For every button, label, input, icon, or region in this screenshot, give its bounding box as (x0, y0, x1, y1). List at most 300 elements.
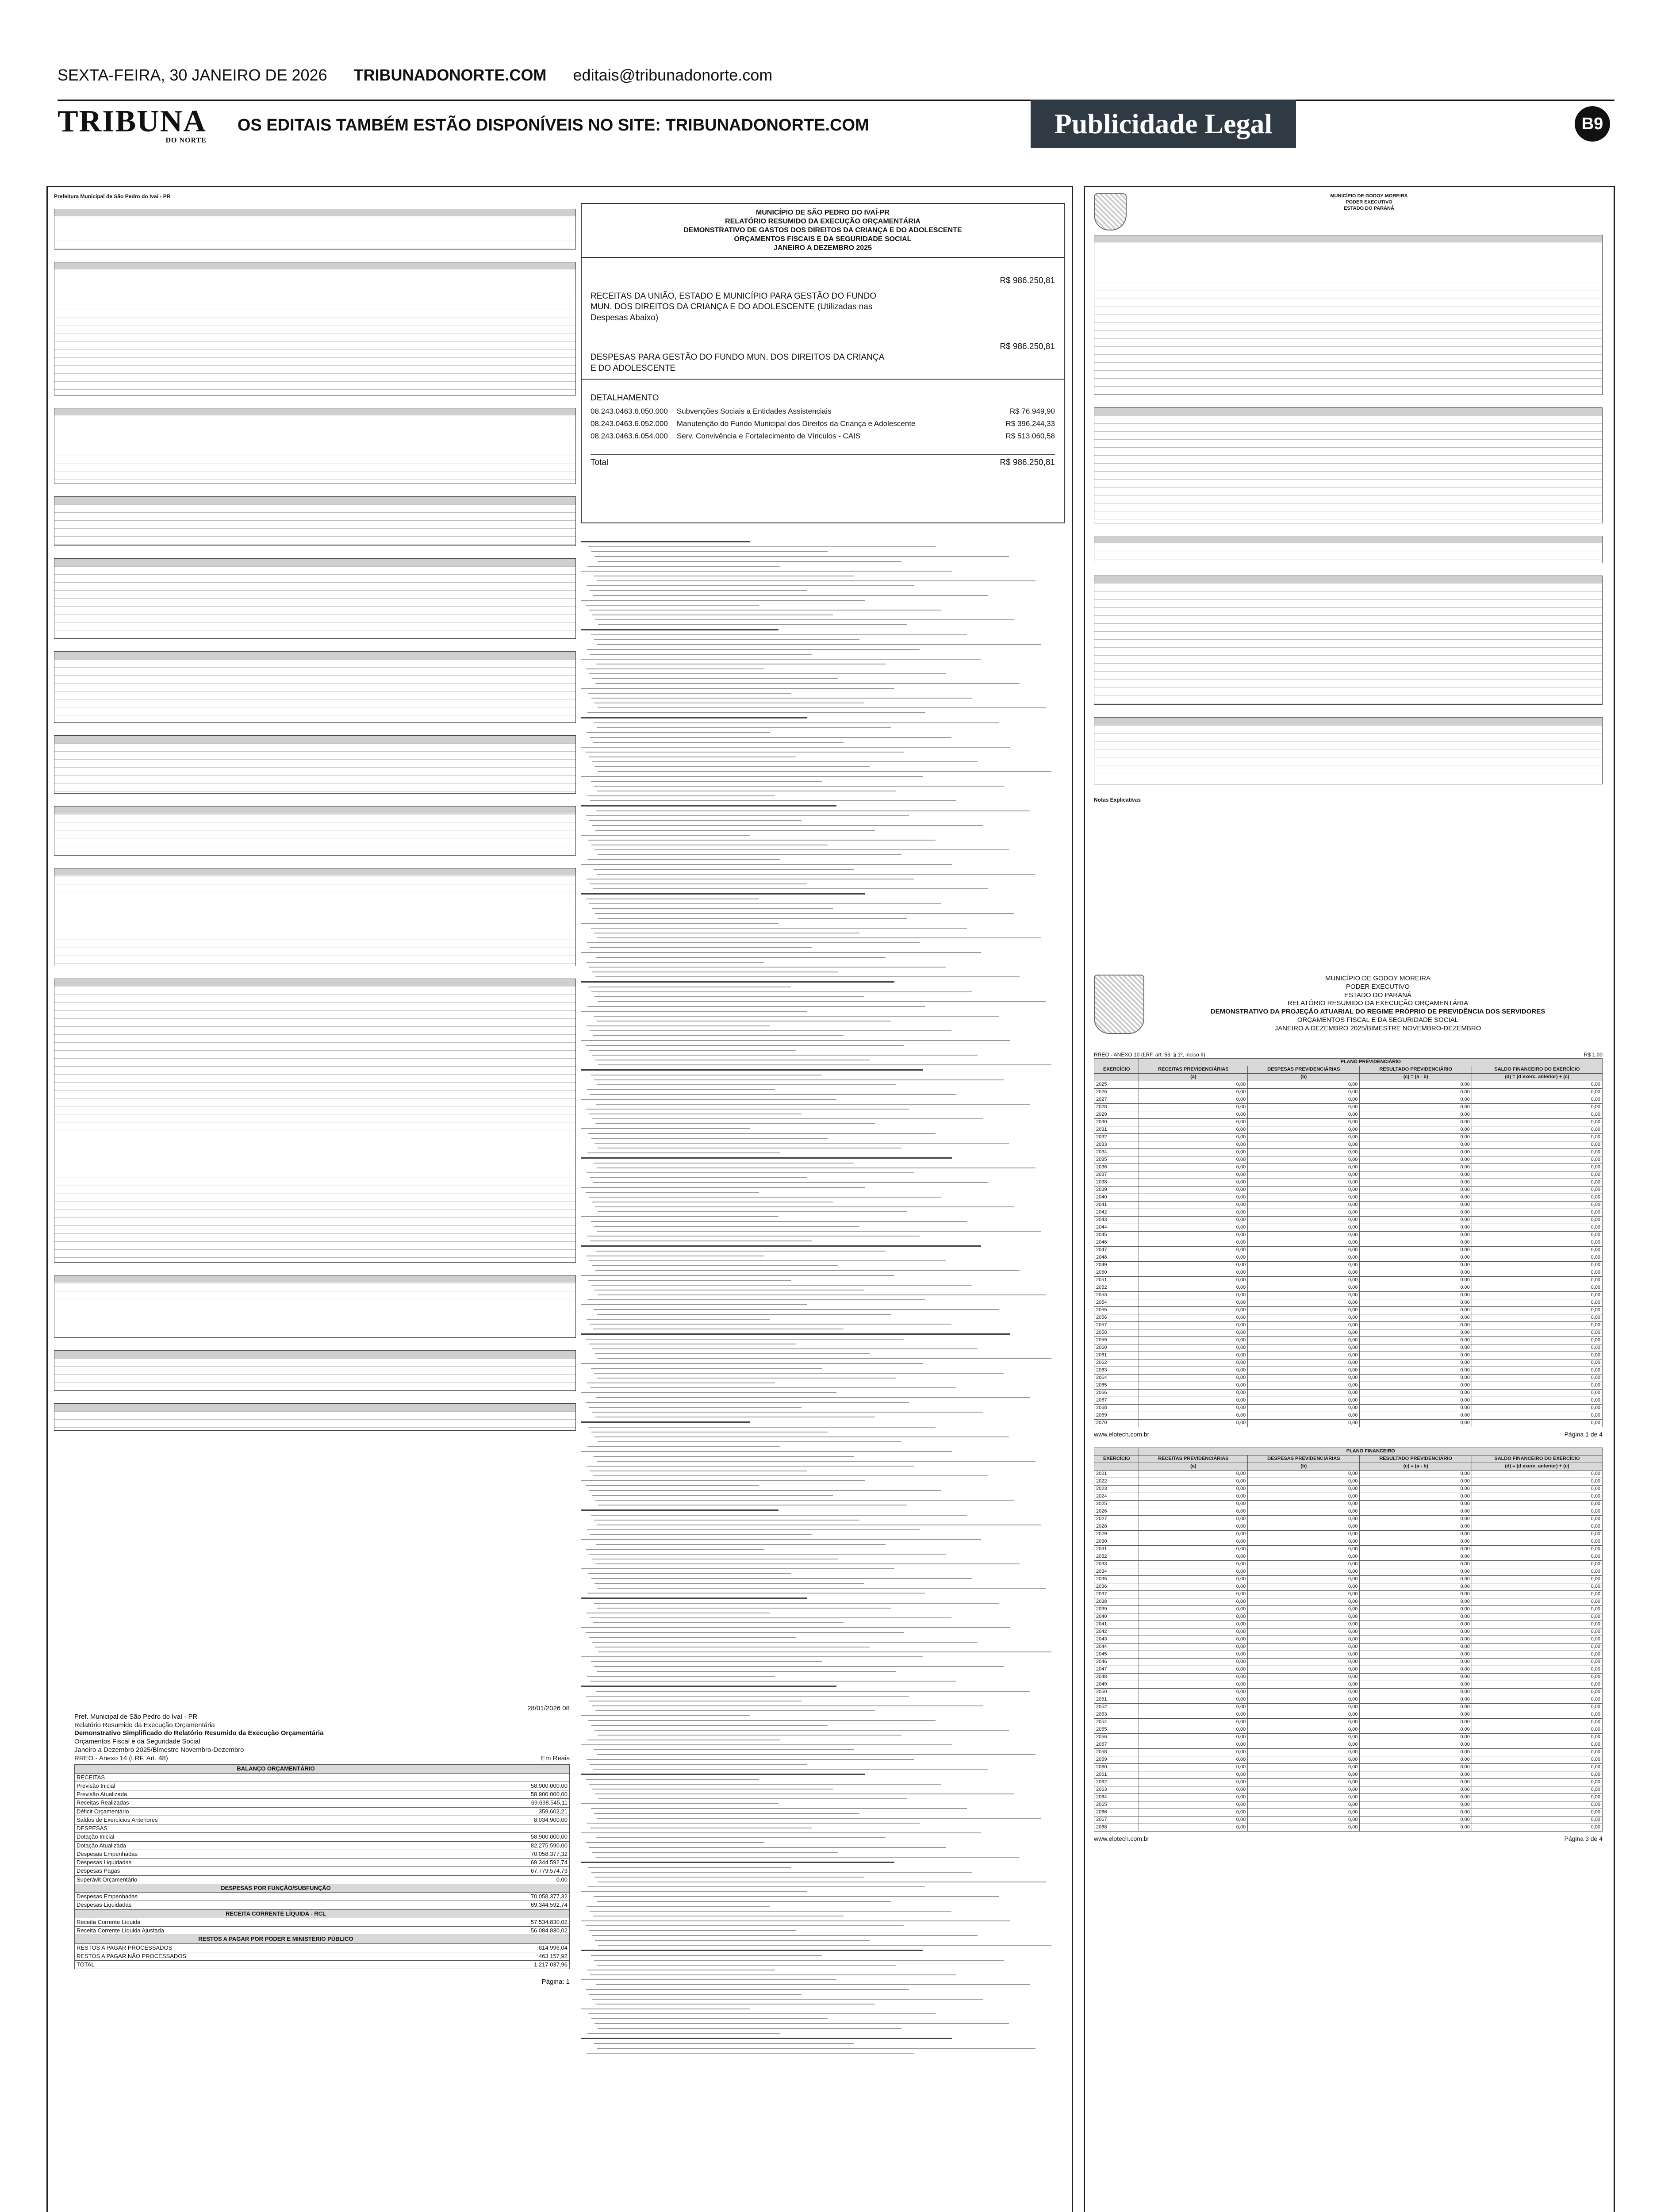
table-row (1094, 1478, 1603, 1485)
listing-line (596, 1544, 886, 1545)
amount-cell: 0,00 (1472, 1748, 1602, 1756)
listing-line (594, 639, 859, 640)
listing-line (590, 1764, 807, 1765)
amount-cell: 0,00 (1472, 1673, 1602, 1681)
amount-cell: 0,00 (1360, 1307, 1472, 1314)
amount-cell: 0,00 (1360, 1575, 1472, 1583)
section-title: Publicidade Legal (1031, 100, 1296, 148)
detalhamento-desc: Manutenção do Fundo Municipal dos Direitos da Criança e Adolescente (676, 419, 916, 428)
detalhamento-desc: Subvenções Sociais a Entidades Assistenciais (676, 407, 832, 415)
amount-cell: 0,00 (1248, 1771, 1360, 1778)
table-row (1094, 1756, 1603, 1763)
listing-line (587, 566, 780, 567)
amount-cell: 0,00 (1139, 1809, 1248, 1816)
amount-cell: 0,00 (1360, 1478, 1472, 1485)
listing-line (581, 923, 778, 924)
listing-line (597, 1754, 1035, 1755)
amount-cell: 0,00 (1248, 1816, 1360, 1824)
amount-cell: 0,00 (1360, 1141, 1472, 1149)
amount-cell: 0,00 (1248, 1375, 1360, 1382)
listing-line (587, 1152, 780, 1153)
table-row (1094, 1119, 1603, 1126)
listing-line (587, 1676, 775, 1677)
table-row (1094, 1307, 1603, 1314)
table-block (54, 209, 576, 250)
table-row (1094, 1718, 1603, 1726)
amount-cell: 0,00 (1139, 1277, 1248, 1284)
amount-cell: 0,00 (1139, 1681, 1248, 1688)
exercise-year: 2064 (1094, 1375, 1139, 1382)
listing-line (593, 1622, 844, 1623)
amount-cell: 0,00 (1472, 1232, 1602, 1239)
table-block (1094, 536, 1603, 563)
amount-cell: 0,00 (1360, 1187, 1472, 1194)
amount-cell: 0,00 (1472, 1545, 1602, 1553)
exercise-year: 2057 (1094, 1741, 1139, 1748)
listing-line (581, 1891, 807, 1892)
amount-cell: 0,00 (1139, 1500, 1248, 1508)
amount-cell: 0,00 (1139, 1673, 1248, 1681)
amount-cell: 0,00 (1139, 1081, 1248, 1089)
exercise-year: 2037 (1094, 1171, 1139, 1179)
amount-cell: 0,00 (1360, 1254, 1472, 1262)
listing-line (597, 644, 1041, 645)
listing-line (594, 1143, 1009, 1144)
table-row (1094, 1269, 1603, 1277)
exercise-year: 2050 (1094, 1269, 1139, 1277)
listing-line (590, 1681, 956, 1682)
amount-cell: 0,00 (1139, 1553, 1248, 1560)
listing-line (594, 1226, 859, 1227)
column-header: RECEITAS PREVIDENCIÁRIAS (1139, 1066, 1248, 1074)
amount-cell: 0,00 (1360, 1568, 1472, 1575)
amount-cell: 0,00 (1360, 1560, 1472, 1568)
table-row (1094, 1375, 1603, 1382)
listing-line (581, 1744, 952, 1745)
row-label: Dotação Atualizada (75, 1841, 477, 1850)
amount-cell: 0,00 (1360, 1232, 1472, 1239)
listing-line (591, 1661, 822, 1662)
amount-cell: 0,00 (1360, 1156, 1472, 1164)
listing-line (594, 1163, 854, 1164)
amount-cell: 0,00 (1139, 1478, 1248, 1485)
exercise-year: 2046 (1094, 1239, 1139, 1247)
table-row (1094, 1748, 1603, 1756)
listing-line (581, 1803, 778, 1804)
listing-line (598, 1798, 907, 1799)
amount-cell: 0,00 (1472, 1816, 1602, 1824)
amount-cell: 0,00 (1360, 1284, 1472, 1292)
amount-cell: 0,00 (1472, 1096, 1602, 1104)
amount-cell: 0,00 (1139, 1560, 1248, 1568)
listing-line (581, 1656, 923, 1657)
amount-cell: 0,00 (1248, 1405, 1360, 1412)
amount-cell: 0,00 (1248, 1778, 1360, 1786)
exercise-year: 2022 (1094, 1478, 1139, 1485)
site-link[interactable]: TRIBUNADONORTE.COM (353, 66, 547, 84)
amount-cell: 0,00 (1139, 1696, 1248, 1703)
listing-line (581, 1920, 1010, 1921)
edition-date: SEXTA-FEIRA, 30 JANEIRO DE 2026 (58, 66, 327, 84)
table-row (1094, 1605, 1603, 1613)
row-value: 69.344.592,74 (477, 1901, 570, 1909)
listing-line (594, 1877, 864, 1878)
municipal-crest-icon (1094, 975, 1144, 1034)
listing-line (587, 1823, 920, 1824)
table-row (1094, 1337, 1603, 1344)
amount-cell: 0,00 (1248, 1568, 1360, 1575)
amount-cell: 0,00 (1139, 1232, 1248, 1239)
amount-cell: 0,00 (1360, 1209, 1472, 1217)
amount-cell: 0,00 (1472, 1741, 1602, 1748)
listing-line (581, 541, 750, 542)
amount-cell: 0,00 (1360, 1801, 1472, 1809)
listing-line (593, 1475, 988, 1476)
detalhamento-value: R$ 76.949,90 (1009, 407, 1055, 415)
listing-line (587, 1236, 920, 1237)
table-row (1094, 1254, 1603, 1262)
table-row (1094, 1420, 1603, 1427)
exercise-year: 2031 (1094, 1545, 1139, 1553)
amount-cell: 0,00 (1360, 1405, 1472, 1412)
amount-cell: 0,00 (1360, 1096, 1472, 1104)
table-row (1094, 1681, 1603, 1688)
exercise-year: 2062 (1094, 1359, 1139, 1367)
amount-cell: 0,00 (1139, 1382, 1248, 1390)
row-value: 57.534.830,02 (477, 1918, 570, 1926)
amount-cell: 0,00 (1472, 1786, 1602, 1793)
exercise-year: 2047 (1094, 1666, 1139, 1673)
newspaper-logo: TRIBUNA DO NORTE (58, 104, 207, 144)
amount-cell: 0,00 (1472, 1149, 1602, 1156)
listing-line (595, 1857, 1020, 1858)
amount-cell: 0,00 (1472, 1254, 1602, 1262)
amount-cell: 0,00 (1360, 1299, 1472, 1307)
row-value: 69.344.592,74 (477, 1859, 570, 1867)
amount-cell: 0,00 (1472, 1590, 1602, 1598)
table-row (1094, 1575, 1603, 1583)
table-row (1094, 1636, 1603, 1643)
amount-cell: 0,00 (1248, 1583, 1360, 1590)
amount-cell: 0,00 (1360, 1673, 1472, 1681)
exercise-year: 2034 (1094, 1568, 1139, 1575)
listing-line (581, 776, 923, 777)
amount-cell: 0,00 (1472, 1187, 1602, 1194)
row-value: 56.084.830,02 (477, 1927, 570, 1935)
listing-line (589, 1490, 941, 1491)
table-header (54, 1351, 575, 1358)
amount-cell: 0,00 (1360, 1643, 1472, 1651)
column-header: RECEITAS PREVIDENCIÁRIAS (1139, 1455, 1248, 1463)
listing-line (581, 1686, 836, 1687)
report-ivai-tables (54, 193, 576, 1711)
table-row (1094, 1247, 1603, 1254)
amount-cell: 0,00 (1360, 1756, 1472, 1763)
amount-cell: 0,00 (1360, 1382, 1472, 1390)
amount-cell: 0,00 (1248, 1703, 1360, 1711)
amount-cell: 0,00 (1139, 1397, 1248, 1405)
amount-cell: 0,00 (1139, 1801, 1248, 1809)
listing-line (596, 957, 886, 958)
row-value: 58.900.000,00 (477, 1833, 570, 1841)
listing-line (597, 1901, 891, 1902)
godoy-small-reports: MUNICÍPIO DE GODOY MOREIRA PODER EXECUTIVO ESTADO DO PARANÁ Notas Explicativas (1094, 193, 1603, 963)
listing-line (581, 1598, 807, 1599)
table-row (1094, 1733, 1603, 1741)
table-row (1094, 1809, 1603, 1816)
listing-line (591, 991, 972, 992)
amount-cell: 0,00 (1472, 1538, 1602, 1545)
amount-cell: 0,00 (1472, 1733, 1602, 1741)
detalhamento-row (591, 419, 1055, 429)
amount-cell: 0,00 (1139, 1405, 1248, 1412)
listing-line (595, 619, 1014, 620)
amount-cell: 0,00 (1139, 1375, 1248, 1382)
exercise-year: 2068 (1094, 1824, 1139, 1831)
listing-line (581, 1333, 1010, 1335)
listing-line (598, 771, 1051, 772)
listing-line (581, 1421, 750, 1423)
listing-line (586, 962, 764, 963)
listing-line (581, 1245, 981, 1247)
amount-cell: 0,00 (1248, 1314, 1360, 1322)
amount-cell: 0,00 (1248, 1224, 1360, 1232)
amount-cell: 0,00 (1248, 1553, 1360, 1560)
listing-line (586, 1842, 764, 1843)
listing-line (590, 800, 956, 801)
exercise-year: 2047 (1094, 1247, 1139, 1254)
table-header (54, 806, 575, 814)
table-row (1094, 1793, 1603, 1801)
listing-line (581, 1950, 923, 1951)
amount-cell: 0,00 (1472, 1703, 1602, 1711)
row-value: 69.698.545,11 (477, 1799, 570, 1807)
exercise-year: 2021 (1094, 1470, 1139, 1478)
amount-cell: 0,00 (1139, 1508, 1248, 1515)
amount-cell: 0,00 (1248, 1126, 1360, 1134)
listing-line (581, 1862, 894, 1863)
amount-cell: 0,00 (1248, 1359, 1360, 1367)
amount-cell: 0,00 (1248, 1247, 1360, 1254)
listing-line (591, 1368, 822, 1369)
table-row (1094, 1329, 1603, 1337)
amount-cell: 0,00 (1472, 1756, 1602, 1763)
amount-cell: 0,00 (1472, 1337, 1602, 1344)
table-header (54, 262, 575, 269)
listing-line (597, 1461, 1035, 1462)
amount-cell: 0,00 (1360, 1726, 1472, 1733)
listing-line (581, 688, 894, 689)
eca-detalhamento: DETALHAMENTO 08.243.0463.6.050.000 Subvenções Sociais a Entidades Assistenciais R$ 76.949,90 08.243.0463.6.052.000 Manutenção do Fundo Municipal dos Direitos da Criança e Adolescente R$ 396.244,33 08.243.0463.6.054.000 Serv. Convivência e Fortalecimento de Vínculos - CAIS R$ 513.060,58 Total R$ 986.250,81 (582, 379, 1064, 473)
listing-line (581, 2038, 952, 2039)
amount-cell: 0,00 (1472, 1194, 1602, 1202)
listing-line (592, 1999, 983, 2000)
eca-despesas: R$ 986.250,81 DESPESAS PARA GESTÃO DO FUNDO MUN. DOS DIREITOS DA CRIANÇA E DO ADOLESCENTE (591, 342, 1055, 373)
listing-line (588, 1720, 936, 1721)
table-row (75, 1961, 570, 1969)
table-row (75, 1893, 570, 1901)
amount-cell: 0,00 (1360, 1470, 1472, 1478)
amount-cell: 0,00 (1139, 1666, 1248, 1673)
table-row (1094, 1673, 1603, 1681)
row-value: 8.034.900,00 (477, 1816, 570, 1824)
exercise-year: 2042 (1094, 1628, 1139, 1636)
amount-cell: 0,00 (1360, 1809, 1472, 1816)
amount-cell: 0,00 (1139, 1538, 1248, 1545)
column-header: DESPESAS PREVIDENCIÁRIAS (1248, 1455, 1360, 1463)
listing-line (592, 1265, 838, 1266)
column-code (1094, 1463, 1139, 1470)
amount-cell: 0,00 (1139, 1390, 1248, 1397)
amount-cell: 0,00 (1139, 1523, 1248, 1530)
listing-line (591, 1285, 972, 1286)
amount-cell: 0,00 (1248, 1089, 1360, 1096)
listing-line (595, 1353, 870, 1354)
column-header: SALDO FINANCEIRO DO EXERCÍCIO (1472, 1066, 1602, 1074)
amount-cell: 0,00 (1139, 1420, 1248, 1427)
masthead-brand-row (58, 100, 1614, 150)
amount-cell: 0,00 (1360, 1793, 1472, 1801)
amount-cell: 0,00 (1472, 1636, 1602, 1643)
amount-cell: 0,00 (1248, 1239, 1360, 1247)
amount-cell: 0,00 (1248, 1390, 1360, 1397)
row-label: Déficit Orçamentário (75, 1807, 477, 1816)
listing-line (594, 2023, 1009, 2024)
table-row (1094, 1763, 1603, 1771)
amount-cell: 0,00 (1248, 1673, 1360, 1681)
listing-line (595, 1563, 1020, 1564)
right-column (1084, 186, 1615, 2212)
table-row (1094, 1081, 1603, 1089)
listing-line (589, 903, 941, 904)
amount-cell: 0,00 (1139, 1718, 1248, 1726)
amount-cell: 0,00 (1472, 1771, 1602, 1778)
row-label: RESTOS A PAGAR PROCESSADOS (75, 1943, 477, 1952)
exercise-year: 2037 (1094, 1590, 1139, 1598)
listing-line (581, 893, 865, 895)
listing-line (590, 1911, 951, 1912)
listing-line (598, 1211, 907, 1212)
amount-cell: 0,00 (1472, 1485, 1602, 1493)
amount-cell: 0,00 (1248, 1688, 1360, 1696)
exercise-year: 2039 (1094, 1187, 1139, 1194)
amount-cell: 0,00 (1139, 1209, 1248, 1217)
amount-cell: 0,00 (1139, 1711, 1248, 1718)
table-row (75, 1816, 570, 1824)
listing-line (581, 1216, 778, 1217)
amount-cell: 0,00 (1360, 1733, 1472, 1741)
exercise-year: 2055 (1094, 1726, 1139, 1733)
listing-line (592, 1852, 838, 1853)
listing-line (595, 1500, 1014, 1501)
listing-line (589, 1260, 946, 1261)
table-row (1094, 1262, 1603, 1269)
listing-line (598, 1588, 1046, 1589)
exercise-year: 2035 (1094, 1575, 1139, 1583)
page-number-badge: B9 (1575, 106, 1610, 142)
amount-cell: 0,00 (1248, 1590, 1360, 1598)
column-code: (c) = (a - b) (1360, 1074, 1472, 1081)
amount-cell: 0,00 (1472, 1621, 1602, 1628)
notes-label: Notas Explicativas (1094, 797, 1141, 803)
listing-line (586, 1925, 904, 1926)
amount-cell: 0,00 (1360, 1344, 1472, 1352)
row-label: Despesas Liquidadas (75, 1859, 477, 1867)
table-header (54, 1404, 575, 1411)
amount-cell: 0,00 (1248, 1277, 1360, 1284)
table-block (54, 1350, 576, 1391)
table-row (1094, 1688, 1603, 1696)
table-row (1094, 1202, 1603, 1209)
amount-cell: 0,00 (1248, 1141, 1360, 1149)
listing-line (587, 1446, 780, 1447)
exercise-year: 2058 (1094, 1329, 1139, 1337)
amount-cell: 0,00 (1472, 1217, 1602, 1224)
amount-cell: 0,00 (1472, 1824, 1602, 1831)
amount-cell: 0,00 (1248, 1470, 1360, 1478)
listing-line (586, 1402, 909, 1403)
exercise-year: 2023 (1094, 1485, 1139, 1493)
amount-cell: 0,00 (1360, 1322, 1472, 1329)
projecao-atuarial-report: MUNICÍPIO DE GODOY MOREIRA PODER EXECUTIVO ESTADO DO PARANÁ RELATÓRIO RESUMIDO DA EXECUÇÃO ORÇAMENTÁRIA DEMONSTRATIVO DA PROJEÇÃO ATUARIAL DO REGIME PRÓPRIO DE PREVIDÊNCIA DOS SERVIDORES ORÇAMENTOS FISCAL E DA SEGURIDADE SOCIAL JANEIRO A DEZEMBRO 2025/BIMESTRE NOVEMBRO-DEZEMBRO RREO - ANEXO 10 (LRF, art. 53, § 1º, inciso II) R$ 1,00 PLANO PREVIDENCIÁRIO EXERCÍCIO RECEITAS PREVIDENCIÁRIAS DESPESAS PREVIDENCIÁRIAS RESULTADO PREVIDENCIÁRIO SALDO FINANCEIRO DO EXERCÍCIO (a) (b) (c) = (a - b) (d) = (d exerc. anterior) + (c) 2025 0,00 0,00 0,00 0,00 2026 0,00 0,00 0,00 0,00 2027 0,00 0,00 0,00 0,00 2028 0,00 0,00 0,00 0,00 2029 0,00 0,00 0,00 0,00 2030 0,00 0,00 0,00 0,00 2031 0,00 0,00 0,00 0,00 2032 0,00 0,00 0,00 0,00 2033 0,00 0,00 0,00 0,00 2034 0,00 0,00 0,00 0,00 2035 0,00 0,00 0,00 0,00 2036 0,00 0,00 0,00 0,00 2037 0,00 0,00 0,00 0,00 2038 0,00 0,00 0,00 0,00 2039 0,00 0,00 0,00 0,00 2040 0,00 0,00 0,00 0,00 2041 0,00 0,00 0,00 0,00 2042 0,00 0,00 0,00 0,00 2043 0,00 0,00 0,00 0,00 2044 0,00 0,00 0,00 0,00 2045 0,00 0,00 0,00 0,00 2046 0,00 0,00 0,00 0,00 2047 0,00 0,00 0,00 0,00 2048 0,00 0,00 0,00 0,00 2049 0,00 0,00 0,00 0,00 2050 0,00 0,00 0,00 0,00 2051 0,00 0,00 0,00 0,00 2052 0,00 0,00 0,00 0,00 2053 0,00 0,00 0,00 0,00 2054 0,00 0,00 0,00 0,00 2055 0,00 0,00 0,00 0,00 2056 0,00 0,00 0,00 0,00 2057 0,00 0,00 0,00 0,00 2058 0,00 0,00 0,00 0,00 2059 0,00 0,00 0,00 0,00 2060 0,00 0,00 0,00 0,00 2061 0,00 0,00 0,00 0,00 2062 0,00 0,00 0,00 0,00 2063 0,00 0,00 0,00 0,00 2064 0,00 0,00 0,00 0,00 2065 0,00 0,00 0,00 0,00 2066 0,00 0,00 0,00 0,00 2067 0,00 0,00 0,00 0,00 2068 0,00 0,00 0,00 0,00 2069 0,00 0,00 0,00 0,00 2070 0,00 0,00 0,00 0,00 www.elotech.com.br Página 1 de 4 PLANO FINANCEIRO EXERCÍCIO RECEITAS PREVIDENCIÁRIAS DESPESAS PREVIDENCIÁRIAS RESULTADO PREVIDENCIÁRIO SALDO FINANCEIRO DO EXERCÍCIO (a) (b) (c) = (a - b) (d) = (d exerc. anterior) + (c) 2021 0,00 0,00 0,00 0,00 2022 0,00 0,00 0,00 0,00 2023 0,00 0,00 0,00 0,00 2024 0,00 0,00 0,00 0,00 2025 0,00 0,00 0,00 0,00 2026 0,00 0,00 0,00 0,00 2027 0,00 0,00 0,00 0,00 2028 0,00 0,00 0,00 0,00 2029 0,00 0,00 0,00 0,00 2030 0,00 0,00 0,00 0,00 2031 0,00 0,00 0,00 0,00 2032 0,00 0,00 0,00 0,00 2033 0,00 0,00 0,00 0,00 2034 0,00 0,00 0,00 0,00 2035 0,00 0,00 0,00 0,00 2036 0,00 0,00 0,00 0,00 2037 0,00 0,00 0,00 0,00 2038 0,00 0,00 0,00 0,00 2039 0,00 0,00 0,00 0,00 2040 0,00 0,00 0,00 0,00 2041 0,00 0,00 0,00 0,00 2042 0,00 0,00 0,00 0,00 2043 0,00 0,00 0,00 0,00 2044 0,00 0,00 0,00 0,00 2045 0,00 0,00 0,00 0,00 2046 0,00 0,00 0,00 0,00 2047 0,00 0,00 0,00 0,00 2048 0,00 0,00 0,00 0,00 2049 0,00 0,00 0,00 0,00 2050 0,00 0,00 0,00 0,00 2051 0,00 0,00 0,00 0,00 2052 0,00 0,00 0,00 0,00 2053 0,00 0,00 0,00 0,00 2054 0,00 0,00 0,00 0,00 2055 0,00 0,00 0,00 0,00 2056 0,00 0,00 0,00 0,00 2057 0,00 0,00 0,00 0,00 2058 0,00 0,00 0,00 0,00 2059 0,00 0,00 0,00 0,00 2060 0,00 0,00 0,00 0,00 2061 0,00 0,00 0,00 0,00 2062 0,00 0,00 0,00 0,00 2063 0,00 0,00 0,00 0,00 2064 0,00 0,00 0,00 0,00 2065 0,00 0,00 0,00 0,00 2066 0,00 0,00 0,00 0,00 2067 0,00 0,00 0,00 0,00 2068 0,00 0,00 0,00 0,00 www.elotech.com.br Página 3 de 4 (1094, 975, 1603, 1842)
exercise-year: 2025 (1094, 1500, 1139, 1508)
row-label: Receitas Realizadas (75, 1799, 477, 1807)
amount-cell: 0,00 (1139, 1194, 1248, 1202)
table-row (1094, 1553, 1603, 1560)
column-code: (b) (1248, 1074, 1360, 1081)
listing-line (581, 864, 952, 865)
listing-line (593, 742, 844, 743)
amount-cell: 0,00 (1360, 1171, 1472, 1179)
exercise-year: 2029 (1094, 1530, 1139, 1538)
amount-cell: 0,00 (1139, 1688, 1248, 1696)
listing-line (594, 1749, 854, 1750)
row-label: Dotação Inicial (75, 1833, 477, 1841)
amount-cell: 0,00 (1472, 1568, 1602, 1575)
listing-line (589, 1930, 796, 1931)
table-block (54, 1403, 576, 1431)
listing-line (581, 1392, 836, 1393)
amount-cell: 0,00 (1472, 1292, 1602, 1299)
email-link[interactable]: editais@tribunadonorte.com (573, 66, 773, 84)
amount-cell: 0,00 (1248, 1485, 1360, 1493)
amount-cell: 0,00 (1472, 1307, 1602, 1314)
amount-cell: 0,00 (1248, 1179, 1360, 1187)
amount-cell: 0,00 (1139, 1793, 1248, 1801)
listing-line (593, 1182, 988, 1183)
amount-cell: 0,00 (1139, 1651, 1248, 1658)
amount-cell: 0,00 (1248, 1545, 1360, 1553)
table-row (1094, 1816, 1603, 1824)
amount-cell: 0,00 (1139, 1613, 1248, 1621)
exercise-year: 2052 (1094, 1703, 1139, 1711)
amount-cell: 0,00 (1139, 1126, 1248, 1134)
simplified-rreo-1: 28/01/2026 08 Pref. Municipal de São Pedro do Ivaí - PR Relatório Resumido da Execução Orçamentária Demonstrativo Simplificado do Relatório Resumido da Execução Orçamentária Orçamentos Fiscal e da Seguridade Social Janeiro a Dezembro 2025/Bimestre Novembro-Dezembro RREO - Anexo 14 (LRF, Art. 48) Em Reais BALANÇO ORÇAMENTÁRIO RECEITAS Previsão Inicial 58.900.000,00 Previsão Atualizada 58.900.000,00 Receitas Realizadas 69.698.545,11 Déficit Orçamentário 359.602,21 Saldos de Exercícios Anteriores 8.034.900,00 DESPESAS Dotação Inicial 58.900.000,00 Dotação Atualizada 82.275.590,00 Despesas Empenhadas 70.058.377,32 Despesas Liquidadas 69.344.592,74 Despesas Pagas 67.779.574,73 Superávit Orçamentário 0,00 DESPESAS POR FUNÇÃO/SUBFUNÇÃO Despesas Empenhadas 70.058.377,32 Despesas Liquidadas 69.344.592,74 RECEITA CORRENTE LÍQUIDA - RCL Receita Corrente Líquida 57.534.830,02 Receita Corrente Líquida Ajustada 56.084.830,02 RESTOS A PAGAR POR PODER E MINISTÉRIO PÚBLICO RESTOS A PAGAR PROCESSADOS 614.996,04 RESTOS A PAGAR NÃO PROCESSADOS 463.157,92 TOTAL 1.217.037,96 Página: 1 (74, 1705, 570, 1986)
amount-cell: 0,00 (1139, 1643, 1248, 1651)
amount-cell: 0,00 (1139, 1703, 1248, 1711)
listing-line (595, 913, 1014, 914)
column-code: (c) = (a - b) (1360, 1463, 1472, 1470)
listing-line (595, 830, 875, 831)
amount-cell: 0,00 (1139, 1111, 1248, 1119)
exercise-year: 2063 (1094, 1367, 1139, 1375)
listing-line (586, 1779, 759, 1780)
listing-line (590, 1030, 951, 1031)
amount-cell: 0,00 (1472, 1405, 1602, 1412)
amount-cell: 0,00 (1472, 1613, 1602, 1621)
amount-cell: 0,00 (1360, 1126, 1472, 1134)
amount-cell: 0,00 (1360, 1149, 1472, 1156)
